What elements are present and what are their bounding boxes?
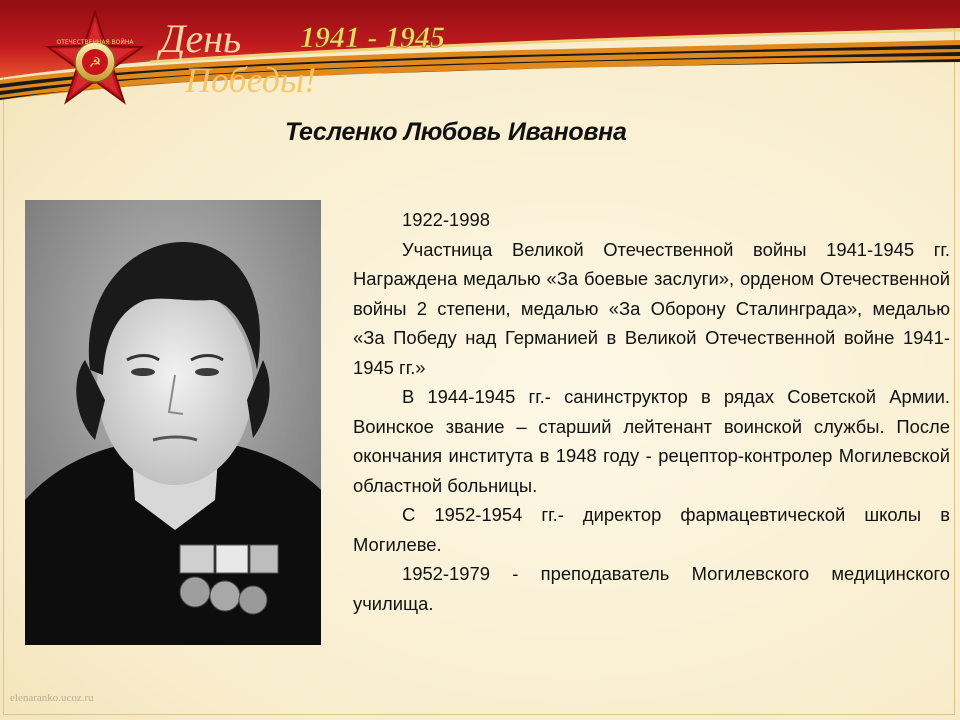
bio-paragraph-years: 1922-1998 <box>402 209 490 230</box>
banner-word-den: День <box>160 16 242 61</box>
page-title: Тесленко Любовь Ивановна <box>285 118 627 146</box>
victory-day-banner <box>0 0 960 110</box>
bio-paragraph-service: В 1944-1945 гг.- санинструктор в рядах Советской Армии. Воинское звание – старший лейтенант воинской службы. После окончания института в 1948 году - рецептор-контролер Могилевской областной больницы. <box>353 386 950 496</box>
emblem-text: ОТЕЧЕСТВЕННАЯ ВОЙНА <box>56 39 134 46</box>
biography-text <box>353 205 950 618</box>
watermark: elenaranko.ucoz.ru <box>10 692 94 704</box>
portrait-photo <box>25 200 321 645</box>
banner-graphic <box>0 0 960 110</box>
svg-text:☭: ☭ <box>88 55 102 71</box>
bio-paragraph-teacher: 1952-1979 - преподаватель Могилевского медицинского училища. <box>353 563 950 614</box>
bio-paragraph-director: С 1952-1954 гг.- директор фармацевтической школы в Могилеве. <box>353 504 950 555</box>
banner-years: 1941 - 1945 <box>300 21 445 54</box>
bio-paragraph-awards: Участница Великой Отечественной войны 1941-1945 гг. Награждена медалью «За боевые заслуги», орденом Отечественной войны 2 степени, медалью «За Оборону Сталинграда», медалью «За Победу над Германией в Великой Отечественной войне 1941-1945 гг.» <box>353 238 950 378</box>
banner-word-pobedy: Победы! <box>185 60 317 100</box>
